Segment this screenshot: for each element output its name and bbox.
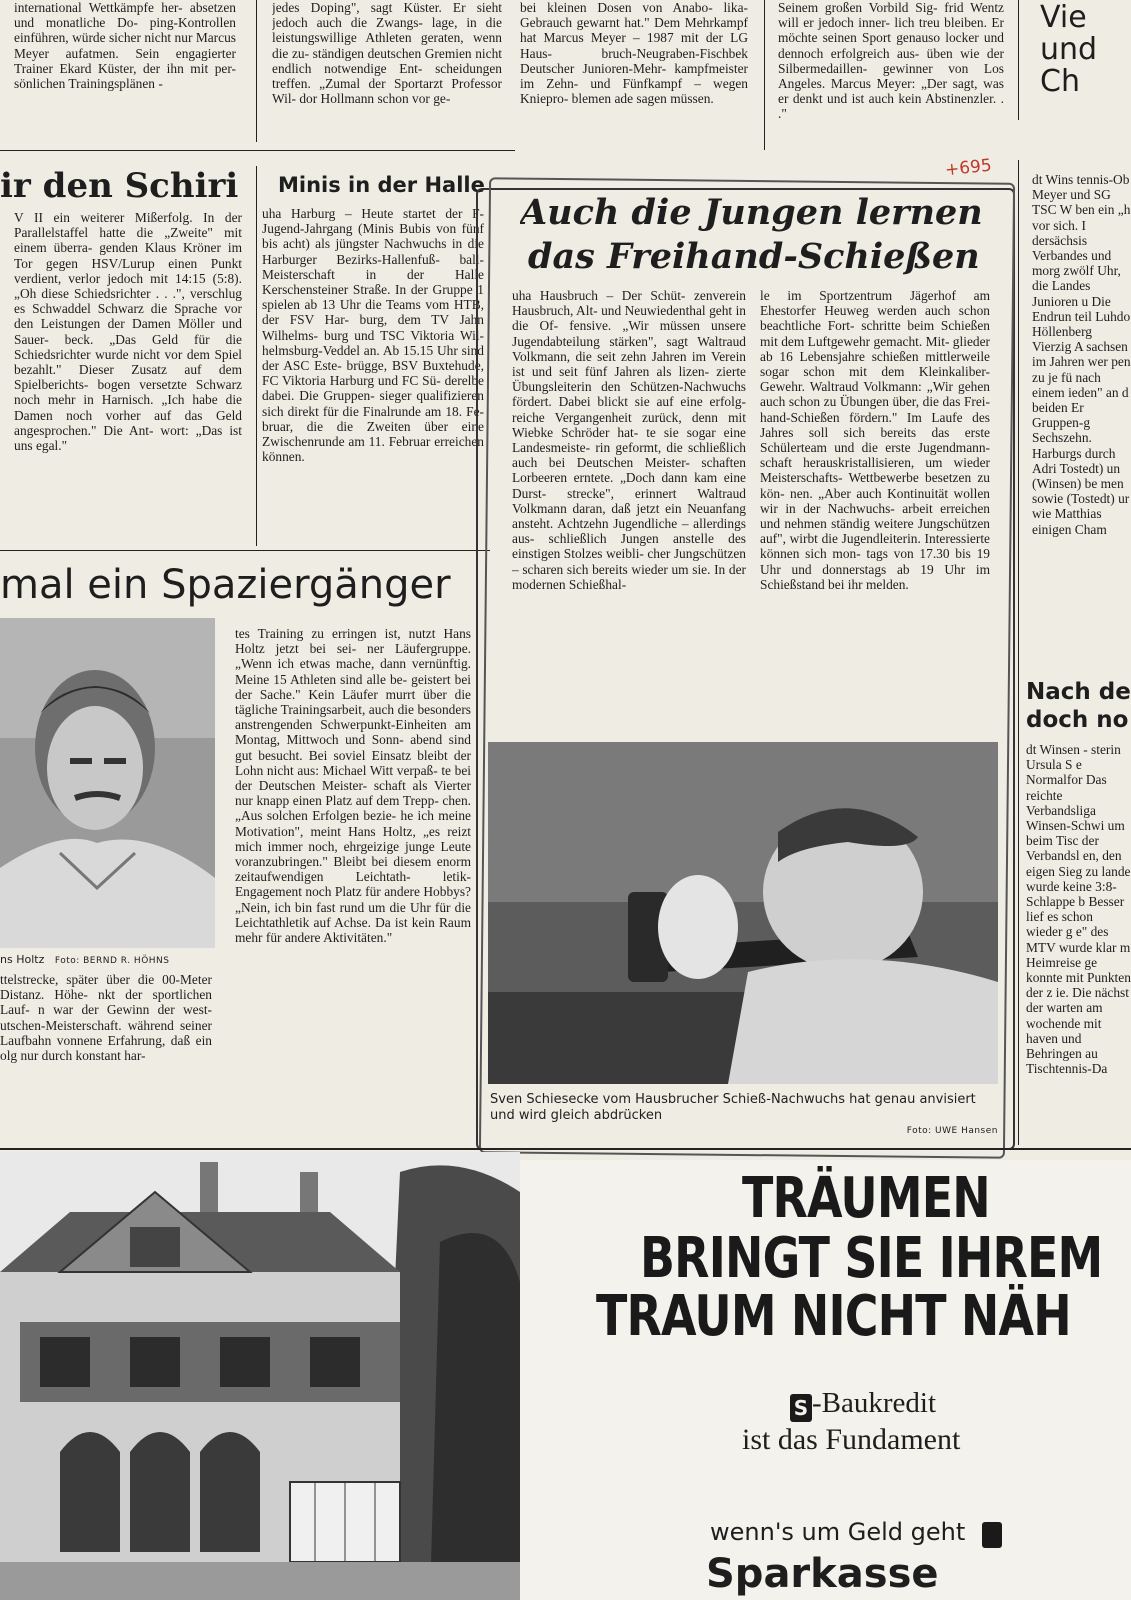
schiri-headline: ir den Schiri	[0, 166, 239, 206]
main-col-1: uha Hausbruch – Der Schüt- zenverein Hausbruch, Alt- und Neuwiedenthal geht in die Of- fensive. „Wir müssen unsere Jugendabteilung stärken", sagt Waltraud Volkmann, die seit zehn Jahren im Verein ist und seit fünf Jahren als lizen- zierte Übungsleiterin den Schützen-Nachwuchs fördert. Dabei blickt sie auf eine erfolg- reiche Vergangenheit zurück, denn mit Wiebke Schröder hat- te sie sogar eine Landesmeiste- rin geformt, die schließlich auch bei Deutschen Meister- schaften Lorbeeren erntete. „Doch dann kam eine Durst- strecke", erinnert Waltraud Volkmann daran, daß jetzt ein Neuanfang ansteht. Achtzehn Jugendliche – allerdings aus- schließlich Jungen anstelle des einstigen Stolzes weibli- cher Jungschützen – scharen sich bereits wieder um sie. In der modernen Schießhal-	[512, 288, 746, 592]
mid-divider-left	[0, 550, 490, 551]
sparkasse-s-icon: S	[790, 1394, 812, 1422]
col-divider-top-1	[256, 0, 257, 142]
spazier-headline: mal ein Spaziergänger	[0, 562, 451, 608]
spazier-body-left: ttelstrecke, später über die 00-Meter Distanz. Höhe- nkt der sportlichen Lauf- n war der Gewinn der west- utschen-Meisterschaft. während seiner Laufbahn vonnene Erfahrung, daß ein olg nur durch konstant har-	[0, 972, 212, 1064]
top-col-2: jedes Doping", sagt Küster. Er sieht jedoch auch die Zwangs- lage, in die leistungswillige Athleten geraten, wenn die zu- ständigen deutschen Gremien nicht endlich notwendige Ent- scheidungen treffen. „Zumal der Sportarzt Professor Wil- dor Hollmann schon vor ge-	[272, 0, 502, 107]
ad-slogan-1	[790, 1386, 936, 1422]
ad-slogan-brand: -Baukredit	[812, 1387, 937, 1419]
col-divider-right	[1018, 160, 1019, 1145]
portrait-image	[0, 618, 215, 948]
col-divider-top-3	[1018, 0, 1019, 120]
ad-slogan-2: ist das Fundament	[742, 1423, 961, 1456]
ad-line-1: TRÄUMEN	[742, 1166, 990, 1231]
spazier-body-right: tes Training zu erringen ist, nutzt Hans Holtz jetzt bei sei- ner Läufergruppe. „Wenn ich etwas mache, dann vernünftig. Meine 15 Athleten sind alle be- geistert bei der Sache." Kein Läufer murrt über die tägliche Trainingsarbeit, auch die besonders anstrengenden Schwerpunkt-Einheiten am Montag, Mittwoch und Sonn- abend sind gut besucht. Bei soviel Einsatz bleibt der Lohn nicht aus: Michael Witt verpaß- te bei der Deutschen Meister- schaft als Vierter nur knapp einen Platz auf dem Trepp- chen. „Aus solchen Erfolgen bezie- he ich meine Motivation", meint Hans Holtz, „es reizt mich immer noch, ehrgeizige junge Leute voranzubringen." Bleibt bei diesem enorm zeitaufwendigen Leichtath- letik-Engagement noch Platz für andere Hobbys? „Nein, ich bin fast rund um die Uhr für die Leichtathletik auf Achse. Da ist kein Raum mehr für andere Aktivitäten."	[235, 626, 471, 946]
holtz-photo-caption	[0, 952, 215, 969]
top-col-3: bei kleinen Dosen von Anabo- lika-Gebrauch gewarnt hat." Dem Mehrkampf hat Marcus Meyer – 1987 mit der LG Haus- bruch-Neugraben-Fischbek Deutscher Junioren-Mehr- kampfmeister im Zehn- und Fünfkampf – wegen Kniepro- blemen ade sagen müssen.	[520, 0, 748, 107]
house-image	[0, 1152, 520, 1600]
hans-holtz-photo	[0, 618, 215, 948]
ad-brand: Sparkasse	[706, 1551, 939, 1597]
right-col-upper: dt Wins tennis-Ob Meyer und SG TSC W ben ein „h vor sich. I dersächsis Verbandes und morg zwölf Uhr, die Landes Junioren u Die Endrun teil Luhdo Höllenberg Vierzig A sachsen im Jahren wer pen zu je fü nach einem ieden" an d beiden Er Gruppen-g Sechszehn. Harburgs durch Adri Tostedt) un (Winsen) be men sowie (Tostedt) ur wie Matthias einigen Cham	[1032, 172, 1131, 537]
top-col-4: Seinem großen Vorbild Sig- frid Wentz will er jedoch inner- lich treu bleiben. Er möchte seinen Sport genauso locker und dennoch erfolgreich aus- üben wie der Silbermedaillen- gewinner von Los Angeles. Marcus Meyer: „Der sagt, was er denkt und ist auch kein Abstinenzler. . ."	[778, 0, 1004, 122]
ad-line-3: TRAUM NICHT NÄH	[596, 1284, 1071, 1349]
main-col-2: le im Sportzentrum Jägerhof am Ehestorfer Heuweg werden auch schon beachtliche Fort- schritte beim Schießen mit dem Luftgewehr gemacht. Mit- glieder ab 16 Lebensjahre schießen mittlerweile sogar schon mit dem Kleinkaliber- Gewehr. Waltraud Volkmann: „Wir gehen auch schon zu Übungen über, die das Frei- hand-Schießen fördern." Im Laufe des Jahres soll sich bereits das erste Schülerteam und die erste Jugendmann- schaft herauskristallisieren, um wieder Meisterschafts- Wettbewerbe besetzen zu kön- nen. „Aber auch Kontinuität wollen wir in der Nachwuchs- arbeit erreichen und nehmen ständig weitere Jungschützen auf", wirbt die Jugendleiterin. Interessierte können sich mon- tags von 17.30 bis 19 Uhr und donnerstags ab 19 Uhr im Schießstand bei ihr melden.	[760, 288, 990, 592]
bottom-divider	[0, 1148, 1131, 1150]
house-photo	[0, 1152, 520, 1600]
main-headline-1: Auch die Jungen lernen	[520, 192, 983, 233]
top-col-1: international Wettkämpfe her- absetzen und monatliche Do- ping-Kontrollen einführen, würde sicher nicht nur Marcus Meyer aufatmen. Sein engagierter Trainer Ekard Küster, der ihn mit per- sönlichen Trainingsplänen -	[14, 0, 236, 92]
sparkasse-ad	[520, 1160, 1131, 1600]
main-headline-2: das Freihand-Schießen	[528, 236, 980, 277]
sparkasse-logo-icon	[982, 1522, 1002, 1548]
ad-footer: wenn's um Geld geht	[710, 1518, 966, 1546]
shooter-photo	[488, 742, 998, 1084]
schiri-body: V II ein weiterer Mißerfolg. In der Parallelstaffel hatte die „Zweite" mit einem überra- genden Klaus Kröner im Tor gegen HSV/Lurup einen Punkt verdient, verlor jedoch mit 14:15 (5:8). „Oh diese Schiedsrichter . . .", verschlug es Schwaddel Schwarz die Sprache vor den Leistungen der Damen Möller und Sauer- beck. „Das Geld für die Schiedsrichter wurde nicht vor dem Spiel bezahlt." Dieser Zusatz auf dem Spielberichts- bogen versetzte Schwarz noch mehr in Harnisch. „Ich habe die Damen noch vorher auf das Geld angesprochen." Die Ant- wort: „Das ist uns egal."	[14, 210, 242, 454]
col-divider-schiri	[256, 166, 257, 546]
minis-body: uha Harburg – Heute startet der F-Jugend-Jahrgang (Minis Bubis von fünf bis acht) als jüngster Nachwuchs in die Harburger Bezirks-Hallenfuß- ball-Meisterschaft in der Halle Kerschensteiner Straße. In der Gruppe 1 spielen ab 13 Uhr die Teams vom HTB, der FSV Har- burg, dem TV Jahn Wilhelms- burg und TSC Viktoria Wil- helmsburg-Veddel an. Ab 15.15 Uhr sind der ASC Este- brügge, BSV Buxtehude, FC Viktoria Harburg und FC Sü- derelbe dabei. Die Gruppen- sieger qualifizieren sich direkt für die Finalrunde am 18. Fe- bruar, die die Zweiten über eine Zwischenrunde am 11. Februar erreichen können.	[262, 206, 484, 465]
right-headline: Nach de doch no	[1026, 679, 1131, 733]
top-divider	[0, 150, 515, 151]
shooter-caption: Sven Schiesecke vom Hausbrucher Schieß-Nachwuchs hat genau anvisiert und wird gleich abdrücken	[490, 1092, 976, 1123]
holtz-name: ns Holtz	[0, 953, 45, 966]
ad-line-2: BRINGT SIE IHREM	[640, 1226, 1103, 1291]
holtz-photo-credit: Foto: BERND R. HÖHNS	[54, 956, 170, 966]
shooter-image	[488, 742, 998, 1084]
col-divider-top-2	[764, 0, 765, 150]
handwritten-note: +695	[944, 155, 993, 181]
top-col-5-headline: Vie und Ch	[1040, 2, 1098, 98]
minis-headline: Minis in der Halle	[278, 173, 485, 197]
right-col-lower: dt Winsen - sterin Ursula S e Normalfor Das reichte Verbandsliga Winsen-Schwi um beim Tisc der Verbandsl en, den eigen Sieg zu lande wurde keine 3:8-Schlappe b Besser lief es schon wieder g e" des MTV wurde klar m Heimreise ge konnte mit Punkten der z ie. Die nächst der warten am wochende mit haven und Behringen au Tischtennis-Da	[1026, 742, 1131, 1077]
shooter-photo-credit: Foto: UWE Hansen	[906, 1126, 998, 1136]
